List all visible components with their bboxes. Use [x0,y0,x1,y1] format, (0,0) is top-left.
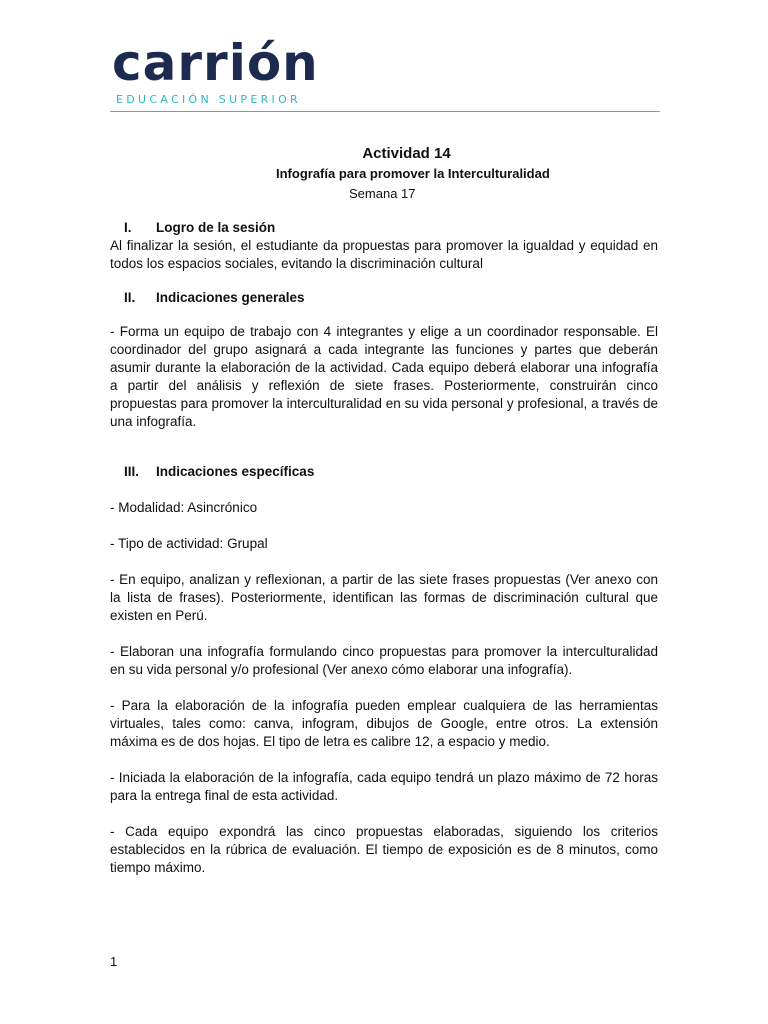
section-title: Logro de la sesión [156,220,276,235]
logo-subtitle: EDUCACIÓN SUPERIOR [116,93,301,106]
document-body [110,219,658,877]
section-heading-indicaciones-especificas [110,463,658,481]
section-title: Indicaciones generales [156,290,305,305]
activity-subtitle: Infografía para promover la Interculturalidad [276,166,550,181]
activity-title: Actividad 14 [362,145,451,162]
list-item: - Modalidad: Asincrónico [110,500,258,515]
section-heading-logro [110,219,658,237]
list-item: - Cada equipo expondrá las cinco propuestas elaboradas, siguiendo los criterios establecidos en la rúbrica de evaluación. El tiempo de exposición es de 8 minutos, como tiempo máximo. [110,824,658,875]
list-item: - Para la elaboración de la infografía pueden emplear cualquiera de las herramientas virtuales, tales como: canva, infogram, dibujos de Google, entre otros. La extensión máxima es de dos hojas. El tipo de letra es calibre 12, a espacio y medio. [110,698,658,749]
paragraph: - Forma un equipo de trabajo con 4 integrantes y elige a un coordinador responsable. El coordinador del grupo asignará a cada integrante las funciones y partes que deberán asumir durante la elaboración de la actividad. Cada equipo deberá elaborar una infografía a partir del análisis y reflexión de siete frases. Posteriormente, construirán cinco propuestas para promover la interculturalidad en su vida personal y profesional, a través de una infografía. [110,324,658,429]
section-title: Indicaciones específicas [156,464,315,479]
list-item: - Tipo de actividad: Grupal [110,536,268,551]
list-item: - Elaboran una infografía formulando cinco propuestas para promover la interculturalidad en su vida personal y/o profesional (Ver anexo cómo elaborar una infografía). [110,644,658,677]
section-number: II. [124,290,136,305]
week-label: Semana 17 [349,186,416,201]
section-number: I. [124,220,132,235]
header-divider [110,111,660,112]
carrion-logo: carrión [112,34,319,92]
section-number: III. [124,464,140,479]
list-item: - En equipo, analizan y reflexionan, a partir de las siete frases propuestas (Ver anexo con la lista de frases). Posteriormente, identifican las formas de discriminación cultural que existen en Perú. [110,572,658,623]
page-number: 1 [110,954,118,969]
list-item: - Iniciada la elaboración de la infografía, cada equipo tendrá un plazo máximo de 72 horas para la entrega final de esta actividad. [110,770,658,803]
section-heading-indicaciones-generales [110,289,658,307]
paragraph: Al finalizar la sesión, el estudiante da propuestas para promover la igualdad y equidad en todos los espacios sociales, evitando la discriminación cultural [110,238,658,271]
